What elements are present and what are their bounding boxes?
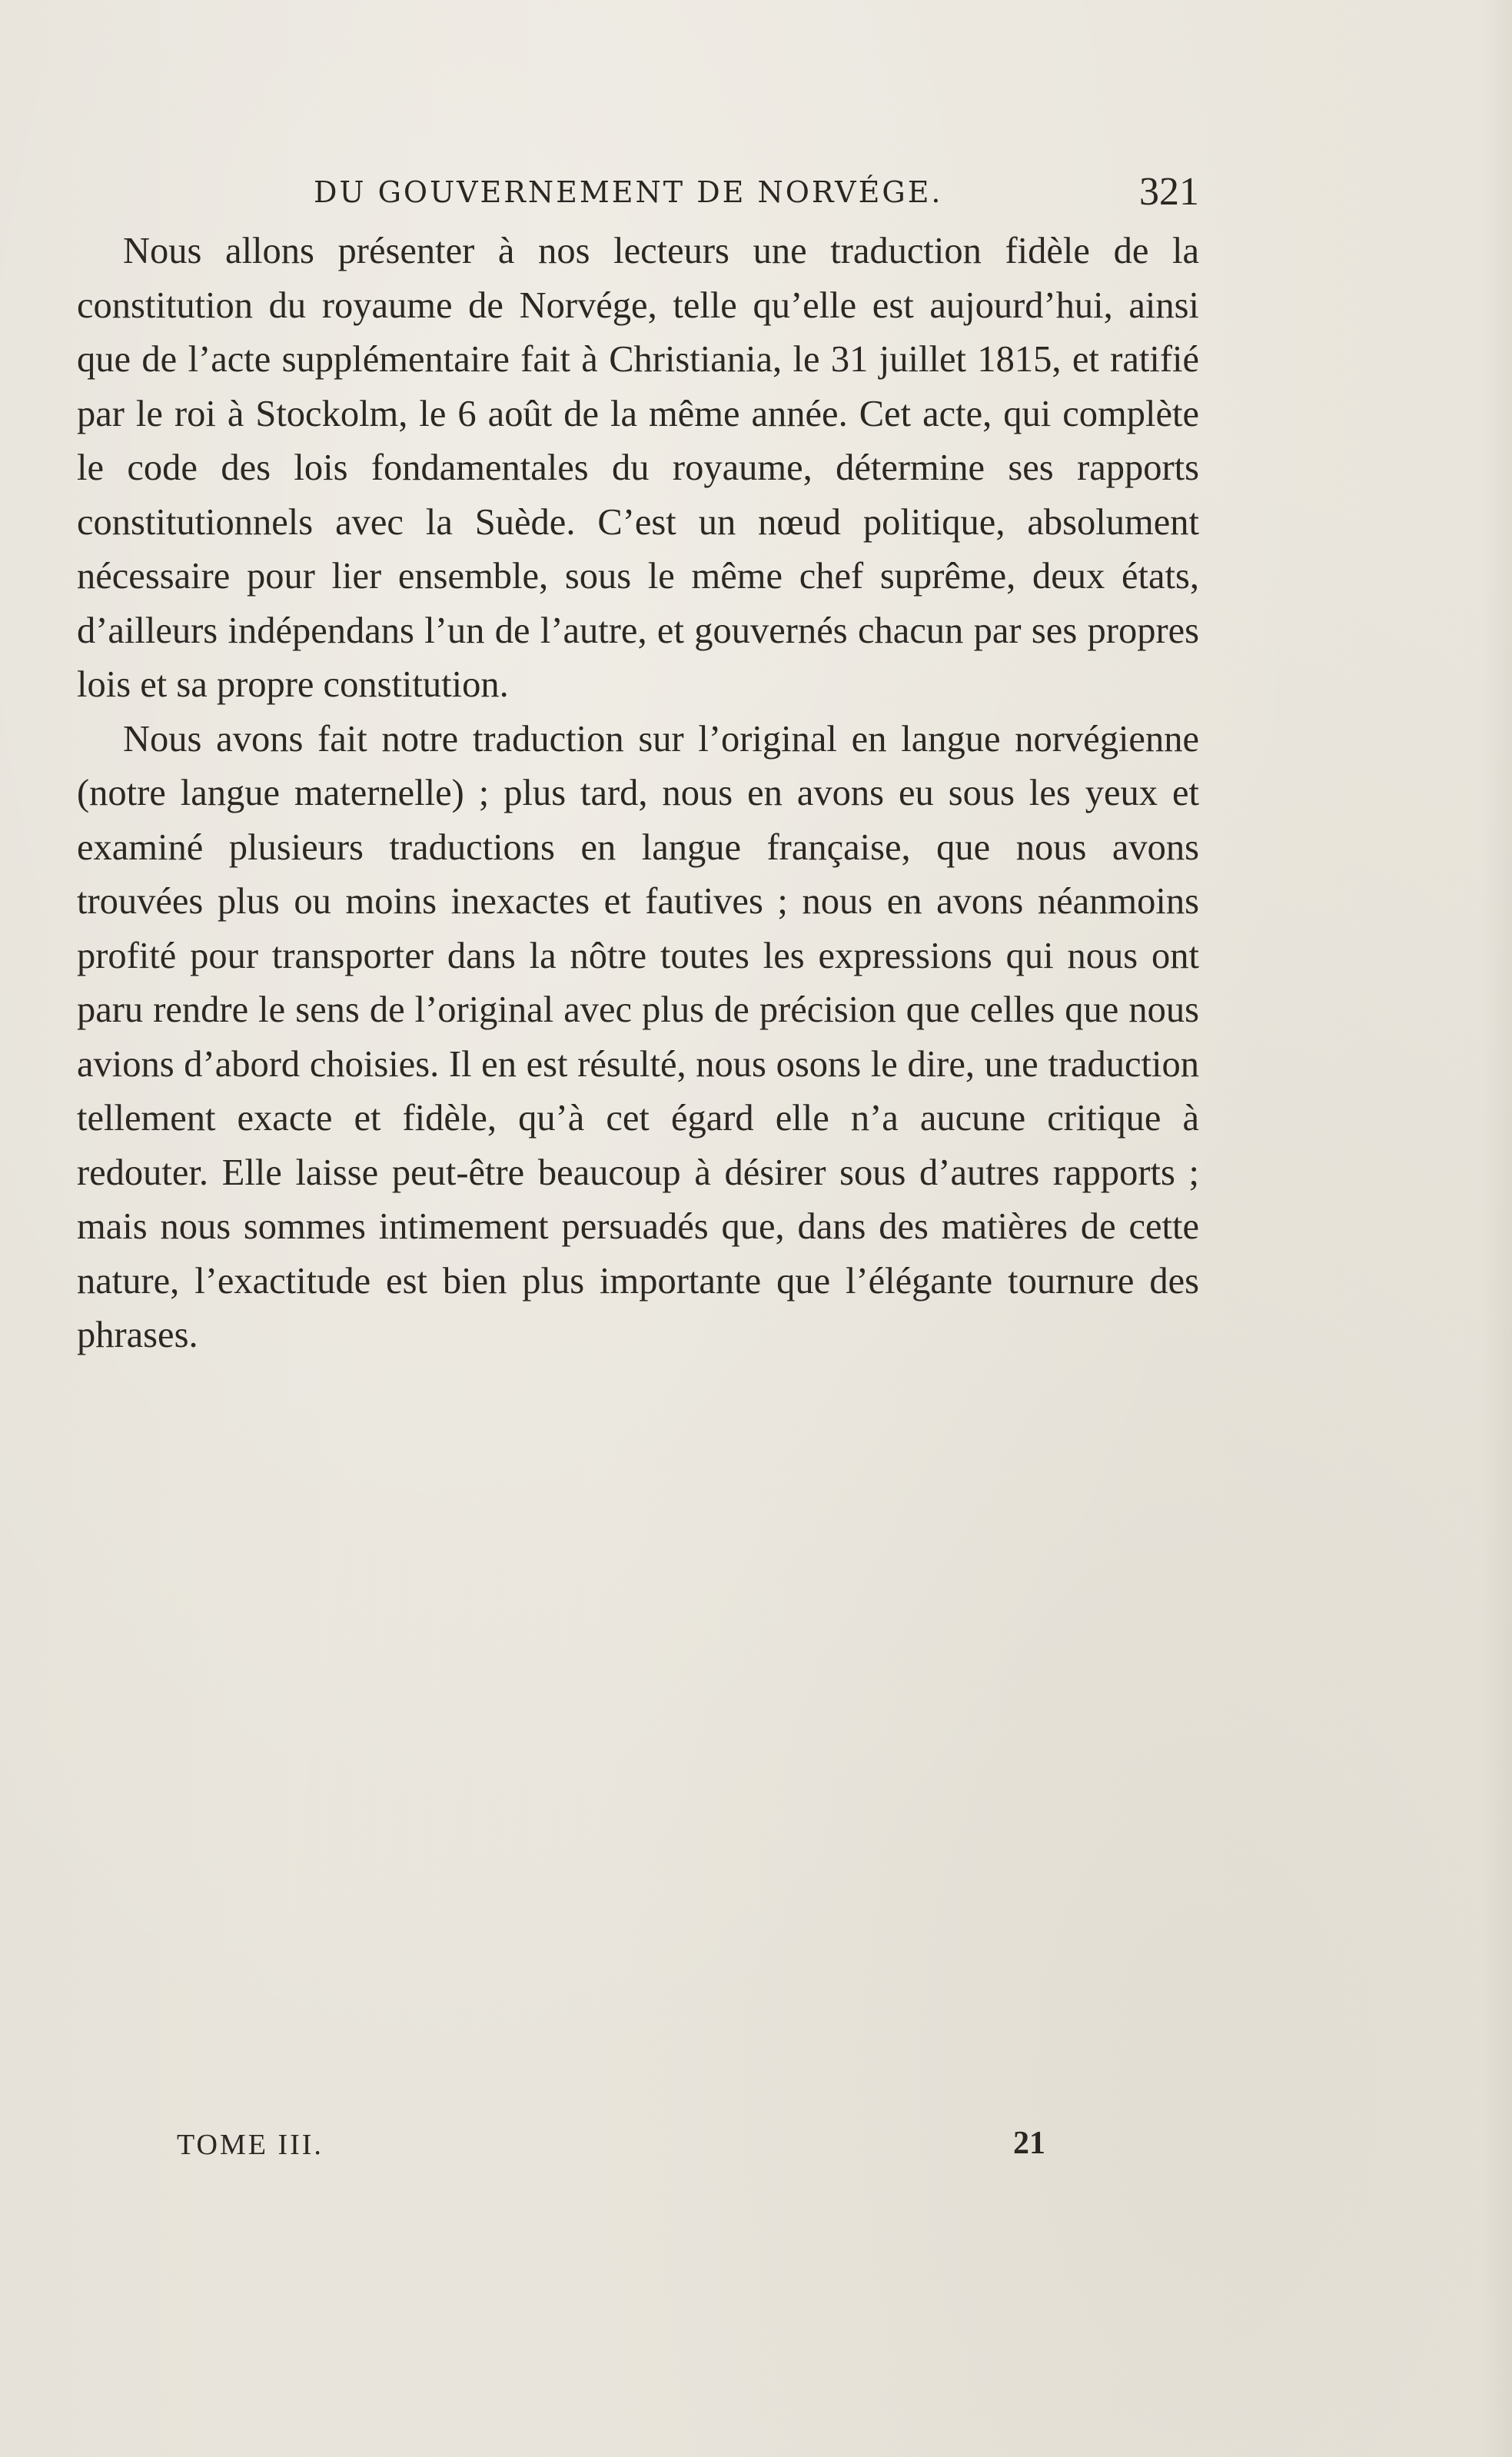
page-header [77,170,1199,221]
paragraph: Nous avons fait notre traduction sur l’original en langue norvégienne (notre langue maternelle) ; plus tard, nous en avons eu sous les yeux et examiné plusieurs traductions en langue française, que nous avons trouvées plus ou moins inexactes et fautives ; nous en avons néanmoins profité pour transporter dans la nôtre toutes les expressions qui nous ont paru rendre le sens de l’original avec plus de précision que celles que nous avions d’abord choisies. Il en est résulté, nous osons le dire, une traduction tellement exacte et fidèle, qu’à cet égard elle n’a aucune critique à redouter. Elle laisse peut-être beaucoup à désirer sous d’autres rapports ; mais nous sommes intimement persuadés que, dans des matières de cette nature, l’exactitude est bien plus importante que l’élégante tournure des phrases. [77,718,1199,1355]
page-edge-shadow [1481,0,1512,2457]
body-text [77,224,1199,1363]
volume-signature: TOME III. [177,2129,324,2161]
gathering-signature: 21 [1013,2126,1045,2161]
paragraph: Nous allons présenter à nos lecteurs une traduction fidèle de la constitution du royaume de Norvége, telle qu’elle est aujourd’hui, ainsi que de l’acte supplémentaire fait à Christiania, le 31 juillet 1815, et ratifié par le roi à Stockolm, le 6 août de la même année. Cet acte, qui complète le code des lois fondamentales du royaume, détermine ses rapports constitutionnels avec la Suède. C’est un nœud politique, absolument nécessaire pour lier ensemble, sous le même chef suprême, deux états, d’ailleurs indépendans l’un de l’autre, et gouvernés chacun par ses propres lois et sa propre constitution. [77,231,1199,705]
page-footer [77,2128,1199,2174]
page-number: 321 [1139,170,1199,214]
running-head: DU GOUVERNEMENT DE NORVÉGE. [314,175,943,209]
